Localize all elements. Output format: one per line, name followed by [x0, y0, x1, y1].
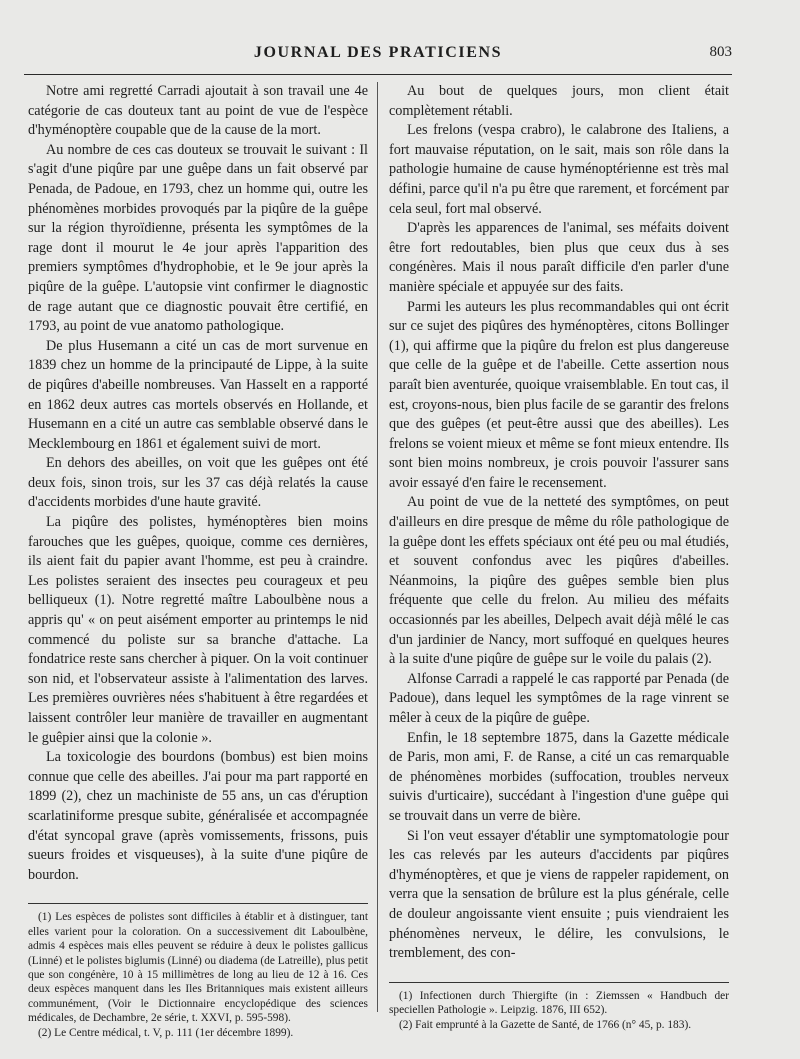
paragraph: Si l'on veut essayer d'établir une symptomatologie pour les cas relevés par les auteurs d'accidents par piqûres d'hyménoptères, et que je viens de rappeler rapidement, on verra que la sensation de brûlure est la plus générale, celle de douleur angoissante vient ensuite ; puis viendraient les phénomènes nerveux, le délire, les convulsions, le tremblement, des con- [389, 827, 729, 962]
page-header [24, 38, 732, 75]
right-column [389, 82, 729, 1032]
paragraph: Notre ami regretté Carradi ajoutait à son travail une 4e catégorie de cas douteux tant au point de vue de l'espèce d'hyménoptère coupable que de la cause de la mort. [28, 83, 368, 139]
running-title: JOURNAL DES PRATICIENS [253, 44, 503, 61]
paragraph: Au point de vue de la netteté des symptômes, on peut d'ailleurs en dire presque de même du rôle pathologique de la guêpe dont les effets spéciaux ont été peu ou mal étudiés, et souvent confondus avec les piqûres d'abeilles. Néanmoins, la piqûre des guêpes semble bien plus fréquente que celle du frelon. Au milieu des méfaits occasionnés par les abeilles, Delpech avait déjà mêlé le cas d'un jardinier de Nancy, mort suffoqué en quelques heures à la suite d'une piqûre de guêpe sur le voile du palais (2). [389, 494, 729, 668]
footnote: (2) Fait emprunté à la Gazette de Santé, de 1766 (n° 45, p. 183). [399, 1018, 692, 1031]
footnote: (1) Les espèces de polistes sont difficiles à établir et à distinguer, tant elles varient pour la coloration. On a successivement dit Laboulbène, admis 4 espèces mais elles peuvent se réduire à deux le polistes gallicus (Linné) et le polistes biglumis (Linné) ou diadema (de Latreille), plus petit que son congénère, 10 à 15 millimètres de long au lieu de 12 à 16. Ces deux espèces manquent dans les Iles Britanniques mais existent ailleurs communément, (Voir le Dictionnaire encyclopédique des sciences médicales, de Dechambre, 2e série, t. XXVI, p. 595-598). [28, 911, 368, 1025]
left-footnotes [28, 903, 368, 1040]
paragraph: Au nombre de ces cas douteux se trouvait le suivant : Il s'agit d'une piqûre par une guêpe dans un fait observé par Penada, de Padoue, en 1793, chez un homme qui, outre les phénomènes morbides provoqués par la piqûre de la guêpe sur la région thyroïdienne, présenta les symptômes de la rage dont il mourut le 4e jour après l'apparition des premiers symptômes d'hydrophobie, et le 9e jour après la piqûre de la guêpe. L'autopsie vint confirmer le diagnostic de rage autant que ce diagnostic pouvait être certifié, en 1793, au point de vue anatomo pathologique. [28, 141, 368, 335]
paragraph: De plus Husemann a cité un cas de mort survenue en 1839 chez un homme de la principauté de Lippe, à la suite de piqûres d'abeille nombreuses. Van Hasselt en a rapporté en 1862 deux autres cas mortels observés en Hollande, et Husemann en a cité un autre cas semblable observé dans le Mecklembourg en 1861 et également suivi de mort. [28, 337, 368, 452]
paragraph: D'après les apparences de l'animal, ses méfaits doivent être fort redoutables, bien plus que ceux dus à ses congénères. Mais il nous paraît difficile d'en parler d'une manière spéciale et appuyée sur des faits. [389, 220, 729, 295]
footnote: (2) Le Centre médical, t. V, p. 111 (1er décembre 1899). [38, 1026, 294, 1039]
paragraph: Les frelons (vespa crabro), le calabrone des Italiens, a fort mauvaise réputation, on le sait, mais son rôle dans la pathologie humaine de cause hyménoptérienne est très mal défini, parce qu'il n'a pu être que rarement, et forcément par cela seul, fort mal observé. [389, 122, 729, 217]
page-number: 803 [709, 44, 732, 60]
paragraph: Enfin, le 18 septembre 1875, dans la Gazette médicale de Paris, mon ami, F. de Ranse, a cité un cas remarquable de phénomènes morbides (suffocation, troubles nerveux suivis d'urticaire), succédant à l'ingestion d'une guêpe qui se trouvait dans un verre de bière. [389, 729, 729, 824]
paragraph: Au bout de quelques jours, mon client était complètement rétabli. [389, 83, 729, 119]
left-column [28, 82, 368, 1040]
column-divider [377, 82, 378, 1012]
footnote: (1) Infectionen durch Thiergifte (in : Ziemssen « Handbuch der speciellen Pathologie ». Leipzig. 1876, III 652). [389, 989, 729, 1017]
paragraph: Parmi les auteurs les plus recommandables qui ont écrit sur ce sujet des piqûres des hyménoptères, citons Bollinger (1), qui affirme que la piqûre du frelon est plus dangereuse que celle de la guêpe et de l'abeille. Cette assertion nous paraît bien aventurée, quoique vraisemblable. En tout cas, il est, croyons-nous, bien plus facile de se garantir des frelons que des guêpes (et peut-être aussi que des abeilles). Les frelons se voient mieux et même se font mieux entendre. Ils sont bien moins nombreux, je crois pouvoir l'assurer sans avoir essayé d'en faire le recensement. [389, 298, 729, 491]
right-footnotes [389, 982, 729, 1032]
paragraph: La toxicologie des bourdons (bombus) est bien moins connue que celle des abeilles. J'ai pour ma part rapporté en 1899 (2), chez un machiniste de 55 ans, un cas d'éruption scarlatiniforme presque subite, généralisée et accompagnée d'état syncopal grave (après vomissements, frissons, puis sueurs froides et visqueuses), à la suite d'une piqûre de bourdon. [28, 749, 368, 883]
paragraph: En dehors des abeilles, on voit que les guêpes ont été deux fois, sinon trois, sur les 37 cas déjà relatés la cause d'accidents morbides d'une haute gravité. [28, 455, 368, 511]
paragraph: Alfonse Carradi a rappelé le cas rapporté par Penada (de Padoue), dans lequel les symptômes de la rage vinrent se mêler à ceux de la piqûre de guêpe. [389, 670, 729, 726]
paragraph: La piqûre des polistes, hyménoptères bien moins farouches que les guêpes, quoique, comme ces dernières, ils aient fait du papier avant l'homme, est peu à craindre. Les polistes seraient des insectes peu courageux et peu belliqueux (1). Notre regretté maître Laboulbène nous a appris qu' « on peut aisément emporter au printemps le nid commencé du poliste sur sa branche d'attache. La fondatrice reste sans chercher à piquer. On la voit continuer son nid, et l'observateur assiste à l'alimentation des larves. Les premières ouvrières nées s'habituent à être regardées et laissent contrôler leur manière de travailler en augmentant le guêpier ainsi que la colonie ». [28, 514, 368, 746]
